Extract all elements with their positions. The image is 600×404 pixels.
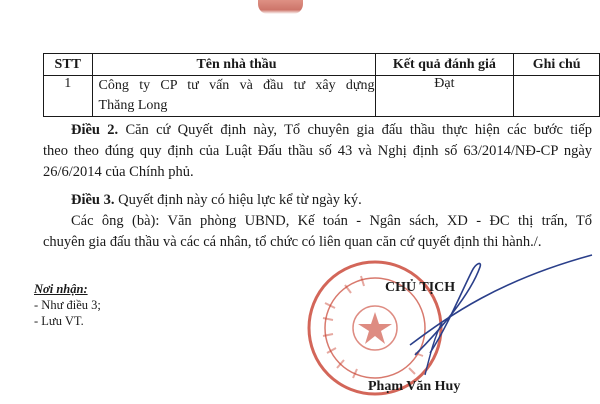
header-contractor-name: Tên nhà thầu: [92, 54, 375, 76]
article3-label: Điều 3.: [71, 192, 115, 208]
recipients-title: Nơi nhận:: [34, 282, 88, 296]
recipients-block: [34, 281, 101, 329]
cell-note: [514, 76, 600, 117]
article3-text1: Quyết định này có hiệu lực kể từ ngày ký.: [118, 192, 362, 208]
evaluation-table: [43, 53, 600, 117]
header-stt: STT: [44, 54, 93, 76]
cell-stt: 1: [44, 76, 93, 117]
contractor-name-line1: Công ty CP tư vấn và đầu tư xây dựng: [98, 78, 375, 93]
article3-line1: [71, 190, 362, 211]
header-stamp-fragment: [258, 0, 303, 14]
signatory-name: Phạm Văn Huy: [368, 379, 461, 394]
recipient-item: - Như điều 3;: [34, 298, 101, 312]
table-header-row: [44, 54, 600, 76]
cell-contractor-name: [92, 76, 375, 117]
recipient-item: - Lưu VT.: [34, 314, 84, 328]
article3-line3: chuyên gia đấu thầu và các cá nhân, tổ chức có liên quan căn cứ quyết định thi hành./.: [43, 234, 542, 250]
header-note: Ghi chú: [514, 54, 600, 76]
handwritten-signature: [330, 235, 600, 385]
article2-label: Điều 2.: [71, 122, 119, 138]
contractor-name-line2: Thăng Long: [98, 98, 168, 113]
signatory-title: CHỦ TỊCH: [385, 280, 456, 295]
article2-line1: [71, 120, 592, 141]
article2-line2: theo theo đúng quy định của Luật Đấu thầu số 43 và Nghị định số 63/2014/NĐ-CP ngày: [43, 143, 592, 159]
cell-result: Đạt: [375, 76, 514, 117]
header-result: Kết quả đánh giá: [375, 54, 514, 76]
article2-text1: Căn cứ Quyết định này, Tổ chuyên gia đấu thầu thực hiện các bước tiếp: [125, 122, 592, 138]
article2-line3: 26/6/2014 của Chính phủ.: [43, 164, 194, 180]
table-row: [44, 76, 600, 117]
article3-line2: Các ông (bà): Văn phòng UBND, Kế toán - Ngân sách, XD - ĐC thị trấn, Tổ: [71, 213, 592, 229]
